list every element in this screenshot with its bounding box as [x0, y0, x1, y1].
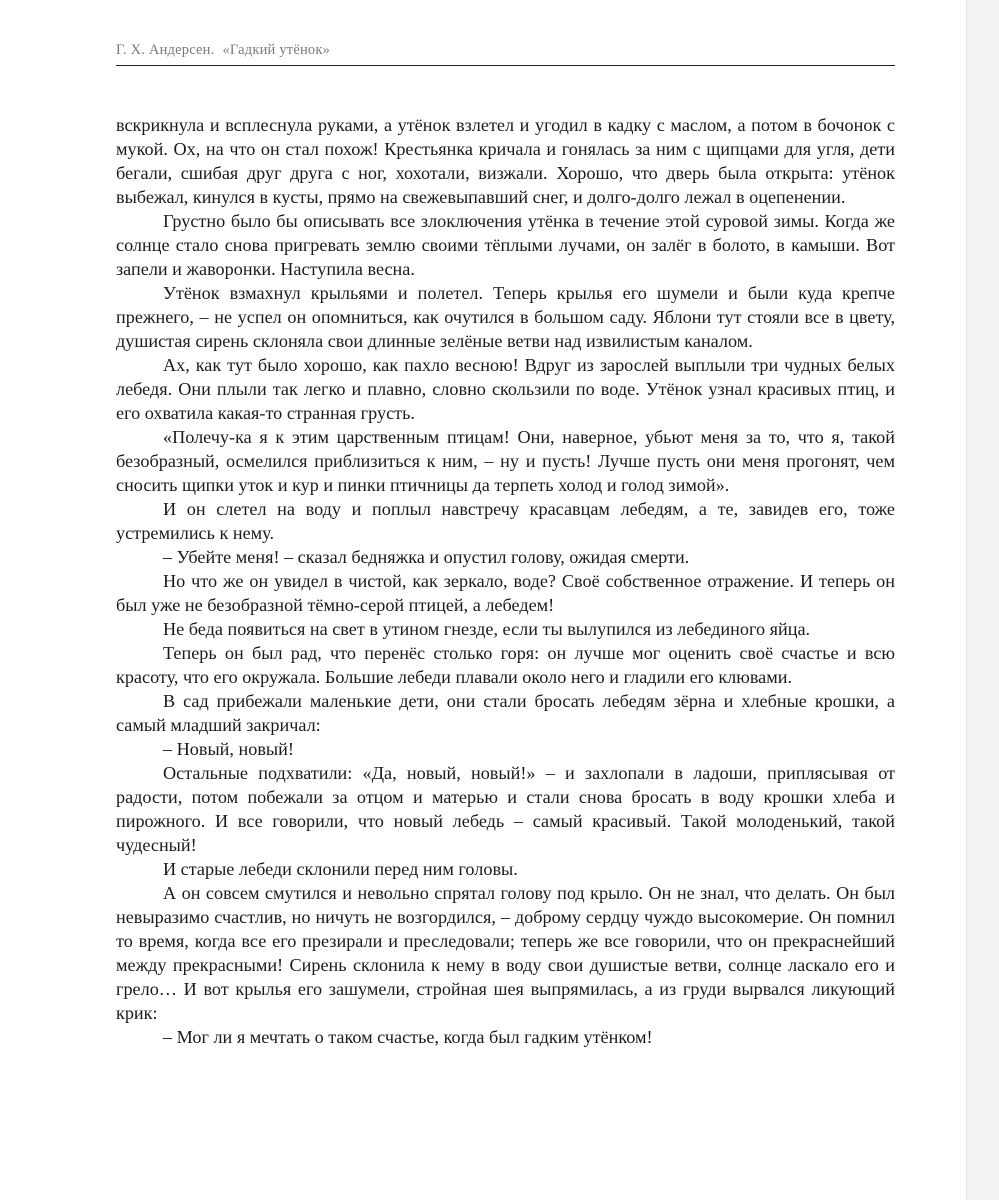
paragraph: И он слетел на воду и поплыл навстречу красавцам лебедям, а те, завидев его, тоже устремились к нему.	[116, 499, 895, 543]
paragraph: Утёнок взмахнул крыльями и полетел. Теперь крылья его шумели и были куда крепче прежнего, – не успел он опомниться, как очутился в большом саду. Яблони тут стояли все в цвету, душистая сирень склоняла свои длинные зелёные ветви над извилистым каналом.	[116, 283, 895, 351]
header-rule	[116, 65, 895, 66]
paragraph: И старые лебеди склонили перед ним головы.	[163, 859, 518, 879]
paragraph: В сад прибежали маленькие дети, они стали бросать лебедям зёрна и хлебные крошки, а самый младший закричал:	[116, 691, 895, 735]
body-text	[116, 113, 895, 1049]
paragraph: Но что же он увидел в чистой, как зеркало, воде? Своё собственное отражение. И теперь он был уже не безобразной тёмно-серой птицей, а лебедем!	[116, 571, 895, 615]
running-head	[116, 42, 330, 59]
paragraph: Грустно было бы описывать все злоключения утёнка в течение этой суровой зимы. Когда же солнце стало снова пригревать землю своими тёплыми лучами, он залёг в болото, в камыши. Вот запели и жаворонки. Наступила весна.	[116, 211, 895, 279]
paragraph: Не беда появиться на свет в утином гнезде, если ты вылупился из лебединого яйца.	[163, 619, 811, 639]
running-head-author: Г. Х. Андерсен.	[116, 42, 215, 58]
paragraph: А он совсем смутился и невольно спрятал голову под крыло. Он не знал, что делать. Он был невыразимо счастлив, но ничуть не возгордился, – доброму сердцу чуждо высокомерие. Он помнил то время, когда все его презирали и преследовали; теперь же все говорили, что он прекраснейший между прекрасными! Сирень склонила к нему в воду свои душистые ветви, солнце ласкало его и грело… И вот крылья его зашумели, стройная шея выпрямилась, а из груди вырвался ликующий крик:	[116, 883, 895, 1023]
paragraph: Ах, как тут было хорошо, как пахло весною! Вдруг из зарослей выплыли три чудных белых лебедя. Они плыли так легко и плавно, словно скользили по воде. Утёнок узнал красивых птиц, и его охватила какая-то странная грусть.	[116, 355, 895, 423]
paragraph: Остальные подхватили: «Да, новый, новый!» – и захлопали в ладоши, приплясывая от радости, потом побежали за отцом и матерью и стали снова бросать в воду крошки хлеба и пирожного. И все говорили, что новый лебедь – самый красивый. Такой молоденький, такой чудесный!	[116, 763, 895, 855]
paragraph: вскрикнула и всплеснула руками, а утёнок взлетел и угодил в кадку с маслом, а потом в бочонок с мукой. Ох, на что он стал похож! Крестьянка кричала и гонялась за ним с щипцами для угля, дети бегали, сшибая друг друга с ног, хохотали, визжали. Хорошо, что дверь была открыта: утёнок выбежал, кинулся в кусты, прямо на свежевыпавший снег, и долго-долго лежал в оцепенении.	[116, 115, 895, 207]
paragraph: – Убейте меня! – сказал бедняжка и опустил голову, ожидая смерти.	[163, 547, 690, 567]
paragraph: – Новый, новый!	[163, 739, 294, 759]
paragraph: «Полечу-ка я к этим царственным птицам! Они, наверное, убьют меня за то, что я, такой безобразный, осмелился приблизиться к ним, – ну и пусть! Лучше пусть они меня прогонят, чем сносить щипки уток и кур и пинки птичницы да терпеть холод и голод зимой».	[116, 427, 895, 495]
running-head-title: «Гадкий утёнок»	[222, 42, 331, 58]
paragraph: Теперь он был рад, что перенёс столько горя: он лучше мог оценить своё счастье и всю красоту, что его окружала. Большие лебеди плавали около него и гладили его клювами.	[116, 643, 895, 687]
paragraph: – Мог ли я мечтать о таком счастье, когда был гадким утёнком!	[163, 1027, 653, 1047]
